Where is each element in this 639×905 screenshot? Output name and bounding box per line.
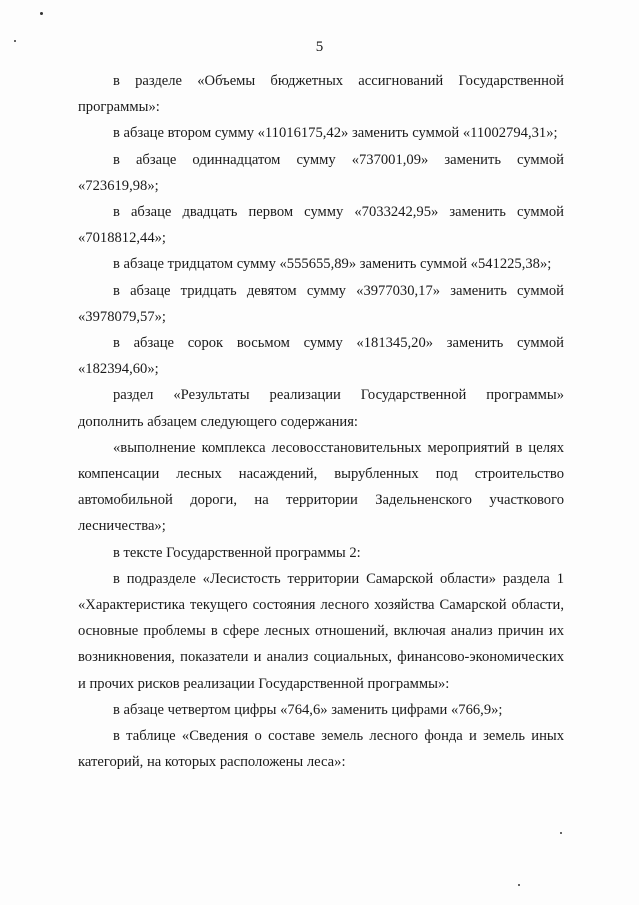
paragraph: в подразделе «Лесистость территории Самарской области» раздела 1 «Характеристика текущего состояния лесного хозяйства Самарской области, основные проблемы в сфере лесных отношений, включая анализ причин их возникновения, показатели и анализ социальных, финансово-экономических и прочих рисков реализации Государственной программы»:: [78, 570, 564, 692]
paragraph: в тексте Государственной программы 2:: [113, 544, 361, 561]
paragraph: раздел «Результаты реализации Государственной программы» дополнить абзацем следующего содержания:: [78, 387, 564, 430]
paragraph: в разделе «Объемы бюджетных ассигнований Государственной программы»:: [78, 73, 564, 116]
paragraph: в абзаце втором сумму «11016175,42» заменить суммой «11002794,31»;: [113, 125, 558, 142]
paragraph: в таблице «Сведения о составе земель лесного фонда и земель иных категорий, на которых расположены леса»:: [78, 728, 564, 771]
paragraph: в абзаце одиннадцатом сумму «737001,09» заменить суммой «723619,98»;: [78, 151, 564, 194]
paragraph: в абзаце тридцатом сумму «555655,89» заменить суммой «541225,38»;: [113, 256, 552, 273]
paragraph: «выполнение комплекса лесовосстановительных мероприятий в целях компенсации лесных насаждений, вырубленных под строительство автомобильной дороги, на территории Задельненского участкового лесничества»;: [78, 439, 564, 535]
paragraph: в абзаце тридцать девятом сумму «3977030,17» заменить суммой «3978079,57»;: [78, 282, 564, 325]
scan-speck: [40, 12, 43, 15]
page-number: 5: [315, 39, 324, 55]
paragraph: в абзаце двадцать первом сумму «7033242,95» заменить суммой «7018812,44»;: [78, 204, 564, 247]
document-body: [78, 68, 564, 775]
paragraph: в абзаце сорок восьмом сумму «181345,20» заменить суммой «182394,60»;: [78, 335, 564, 378]
paragraph: в абзаце четвертом цифры «764,6» заменить цифрами «766,9»;: [113, 701, 503, 718]
scan-speck: [518, 884, 520, 886]
scan-speck: [560, 832, 562, 834]
